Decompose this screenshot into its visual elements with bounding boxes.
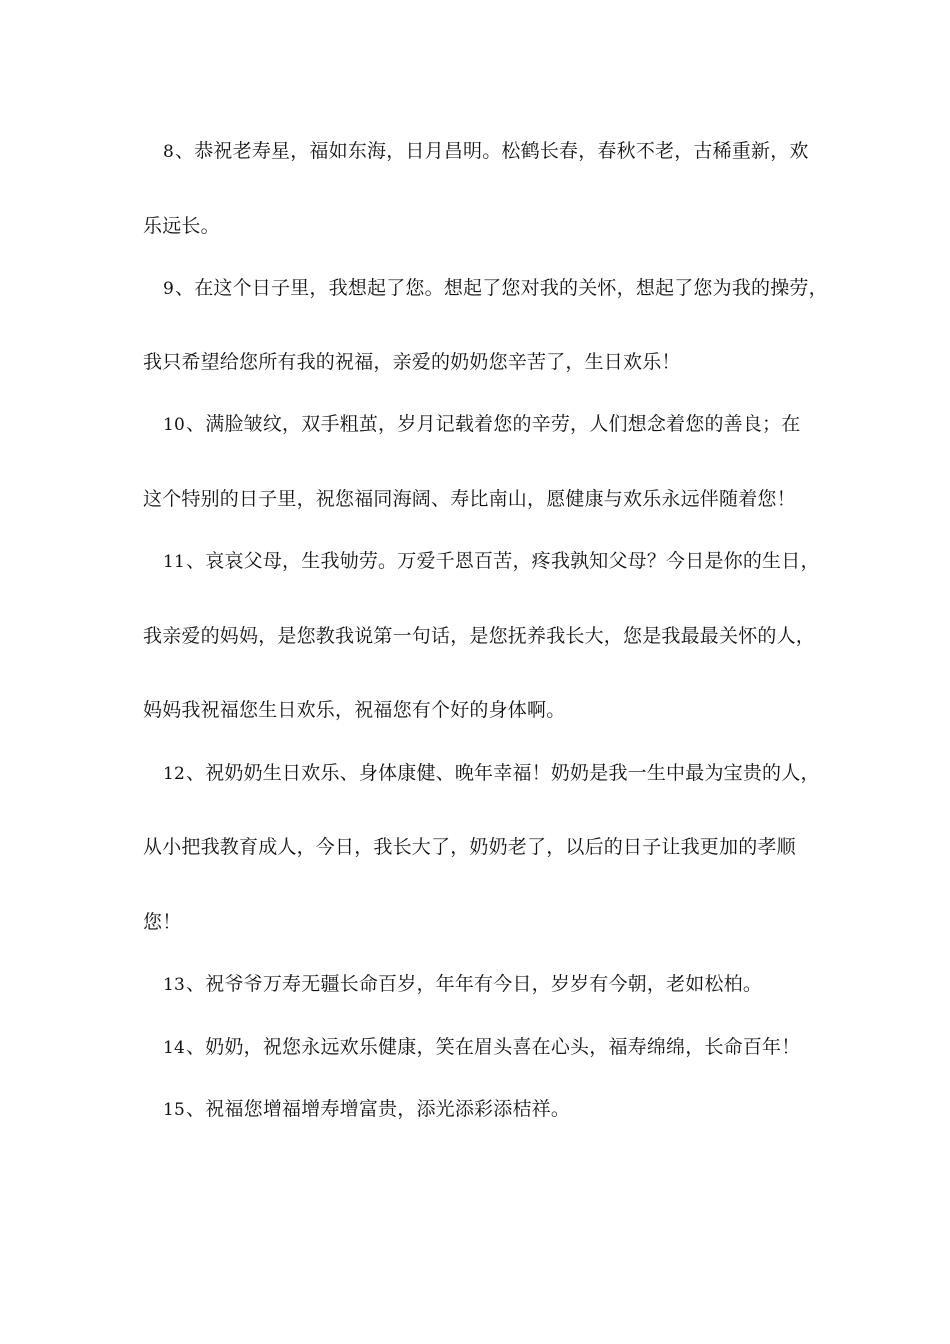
paragraph-text: 我亲爱的妈妈，是您教我说第一句话，是您抚养我长大，您是我最最关怀的人，	[143, 625, 816, 647]
paragraph-text: 、奶奶，祝您永远欢乐健康，笑在眉头喜在心头，福寿绵绵，长命百年！	[186, 1036, 801, 1058]
paragraph-text: 、哀哀父母，生我劬劳。万爱千恩百苦，疼我孰知父母？今日是你的生日，	[186, 550, 820, 572]
paragraph-12-line-2	[143, 835, 796, 859]
paragraph-9-line-1	[163, 276, 828, 301]
paragraph-text: 、满脸皱纹，双手粗茧，岁月记载着您的辛劳，人们想念着您的善良；在	[186, 413, 801, 435]
paragraph-11-line-1	[163, 549, 820, 574]
paragraph-text: 这个特别的日子里，祝您福同海阔、寿比南山，愿健康与欢乐永远伴随着您！	[143, 488, 796, 510]
paragraph-text: 、祝奶奶生日欢乐、身体康健、晚年幸福！奶奶是我一生中最为宝贵的人，	[186, 762, 820, 784]
paragraph-text: 从小把我教育成人，今日，我长大了，奶奶老了，以后的日子让我更加的孝顺	[143, 836, 796, 858]
paragraph-11-line-3	[143, 698, 565, 722]
paragraph-8-line-2	[143, 214, 220, 238]
paragraph-number: 11	[163, 552, 186, 572]
paragraph-14-line-1	[163, 1035, 800, 1060]
paragraph-text: 妈妈我祝福您生日欢乐，祝福您有个好的身体啊。	[143, 699, 566, 721]
paragraph-text: 、祝爷爷万寿无疆长命百岁，年年有今日，岁岁有今朝，老如松柏。	[186, 973, 763, 995]
paragraph-number: 9	[163, 279, 175, 299]
paragraph-text: 您！	[143, 911, 182, 933]
paragraph-8-line-1	[163, 139, 809, 164]
paragraph-12-line-1	[163, 761, 820, 786]
paragraph-text: 、祝福您增福增寿增富贵，添光添彩添桔祥。	[186, 1098, 571, 1120]
paragraph-text: 、在这个日子里，我想起了您。想起了您对我的关怀，想起了您为我的操劳，	[175, 277, 828, 299]
paragraph-number: 12	[163, 764, 186, 784]
paragraph-number: 13	[163, 975, 186, 995]
paragraph-text: 我只希望给您所有我的祝福，亲爱的奶奶您辛苦了，生日欢乐！	[143, 351, 681, 373]
paragraph-12-line-3	[143, 910, 181, 934]
paragraph-text: 乐远长。	[143, 215, 220, 237]
paragraph-number: 10	[163, 415, 186, 435]
paragraph-10-line-1	[163, 412, 800, 437]
paragraph-11-line-2	[143, 624, 815, 648]
paragraph-15-line-1	[163, 1097, 570, 1122]
paragraph-10-line-2	[143, 487, 796, 511]
paragraph-number: 8	[163, 142, 175, 162]
paragraph-number: 14	[163, 1038, 186, 1058]
paragraph-number: 15	[163, 1100, 186, 1120]
paragraph-9-line-2	[143, 350, 681, 374]
paragraph-13-line-1	[163, 972, 762, 997]
paragraph-text: 、恭祝老寿星，福如东海，日月昌明。松鹤长春，春秋不老，古稀重新，欢	[175, 140, 809, 162]
